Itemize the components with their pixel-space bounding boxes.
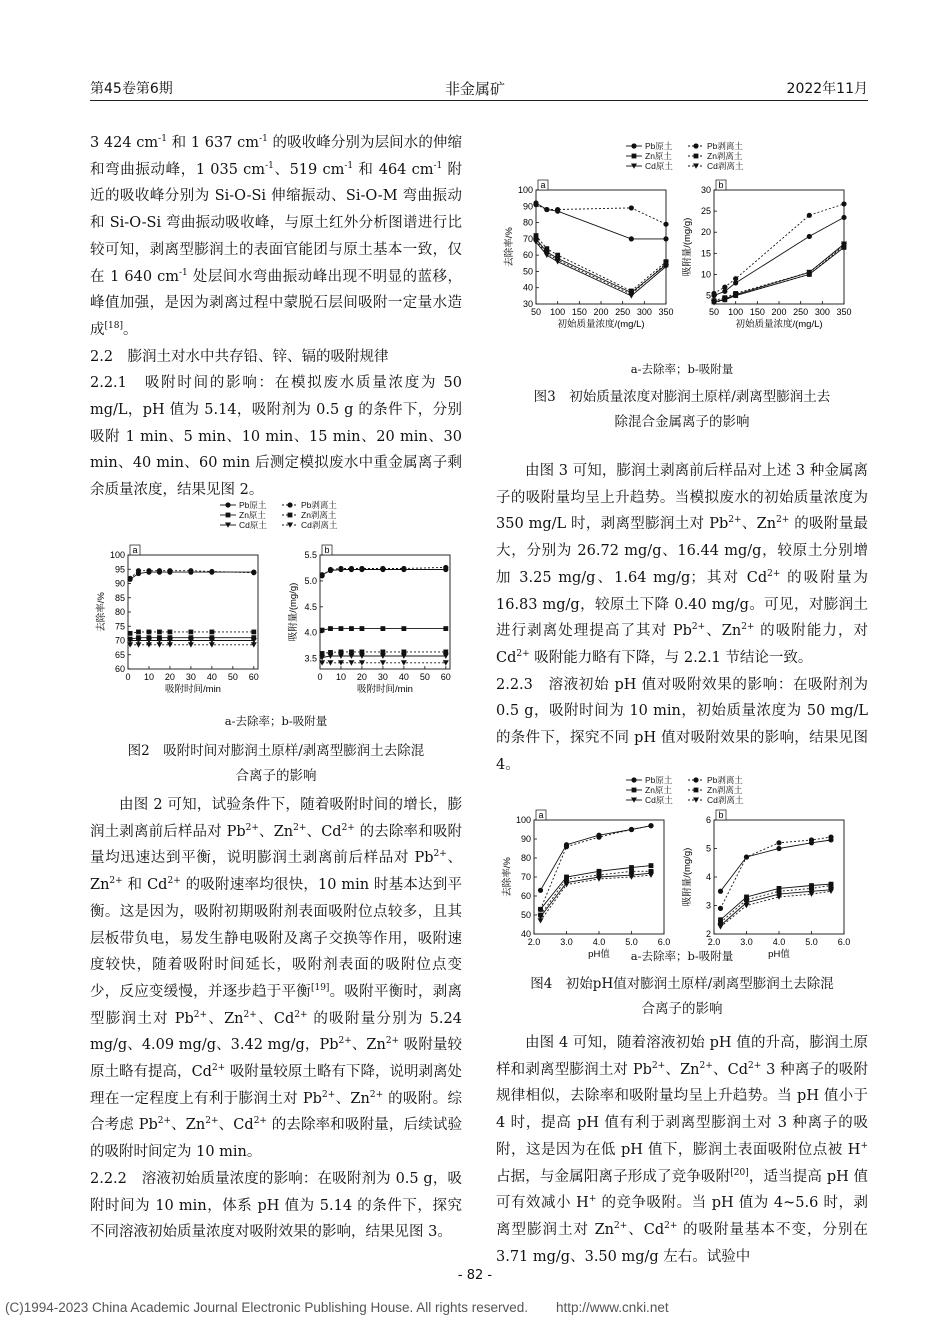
figure-4-caption: 图4 初始pH值对膨润土原样/剥离型膨润土去除混 合离子的影响 [530, 976, 834, 1017]
x-axis-label: pH值 [768, 949, 790, 960]
legend-label: Pb剥离土 [707, 141, 743, 151]
series-line [536, 205, 666, 225]
data-point [596, 876, 602, 881]
legend-label: Cd原土 [645, 161, 673, 171]
y-axis-label: 吸附量/(mg/g) [682, 847, 693, 907]
legend-marker [287, 502, 292, 507]
y-tick-label: 5 [705, 290, 711, 301]
data-point [319, 573, 324, 578]
data-point [136, 568, 141, 573]
legend-label: Zn原土 [239, 510, 266, 520]
data-point [629, 827, 634, 832]
y-tick-label: 4.5 [304, 601, 317, 612]
paragraph-ir: 3 424 $cm^{-1}$ 和 1 637 $cm^{-1}$ 的吸收峰分别为层间水的伸缩和弯曲振动峰，1 035 $cm^{-1}$、519 $cm^{-1}$ 和 464 $cm^{-1}$ 附近的吸收峰分别为 Si-O-Si 伸缩振动、Si-O-M 弯曲振动和 Si-O-Si 弯曲振动吸收峰，与原土红外分析图谱进行比较可知，剥离型膨润土的表面官能团与原土基本一致，仅在 1 640 $cm^{-1}$ 处层间水弯曲振动峰出现不明显的蓝移，峰值加强，是因为剥离过程中蒙脱石层间吸附一定量水造成[18]。 [90, 134, 463, 338]
legend-label: Cd原土 [645, 795, 673, 805]
data-point [360, 626, 365, 631]
journal-title: 非金属矿 [444, 80, 505, 98]
legend-marker [226, 513, 231, 518]
x-tick-label: 50 [227, 672, 238, 682]
y-tick-label: 4 [705, 872, 711, 882]
data-point [829, 883, 834, 888]
data-point [538, 888, 543, 893]
data-point [443, 565, 448, 570]
data-point [722, 285, 727, 290]
data-point [189, 630, 194, 635]
y-tick-label: 100 [515, 815, 531, 825]
panel-label: a [540, 180, 546, 190]
x-axis-label: 初始质量浓度/(mg/L) [735, 319, 823, 330]
data-point [776, 846, 781, 851]
legend-label: Pb原土 [645, 141, 673, 151]
data-point [648, 823, 653, 828]
y-tick-label: 40 [520, 929, 531, 939]
panel-label: a [132, 545, 138, 555]
data-point [156, 642, 162, 647]
y-tick-label: 60 [520, 891, 531, 901]
y-tick-label: 5 [705, 843, 711, 854]
data-point [544, 246, 549, 251]
data-point [380, 660, 386, 665]
data-point [348, 660, 354, 665]
x-tick-label: 6.0 [837, 937, 851, 947]
right-column-upper [496, 458, 868, 778]
legend-label: Pb原土 [645, 775, 673, 785]
copyright-footer: (C)1994-2023 China Academic Journal Electronic Publishing House. All rights reserved. http://www.cnki.net [5, 1300, 669, 1315]
plot-frame [536, 190, 666, 304]
data-point [555, 207, 560, 212]
right-column-lower [496, 1030, 868, 1270]
data-point [629, 236, 634, 241]
x-tick-label: 300 [636, 307, 652, 317]
legend-label: Cd剥离土 [707, 161, 744, 171]
x-axis-label: pH值 [588, 949, 610, 960]
figure-4 [496, 772, 868, 1022]
y-tick-label: 6 [705, 815, 711, 825]
y-tick-label: 60 [114, 664, 125, 674]
x-tick-label: 150 [571, 307, 587, 317]
legend-marker [632, 788, 637, 793]
x-tick-label: 5.0 [805, 937, 818, 947]
data-point [381, 626, 386, 631]
x-tick-label: 4.0 [592, 937, 606, 947]
y-tick-label: 2 [705, 929, 711, 939]
figure-3-caption: 图3 初始质量浓度对膨润土原样/剥离型膨润土去 除混合金属离子的影响 [533, 389, 831, 430]
y-tick-label: 100 [517, 185, 533, 195]
series-line [541, 875, 652, 921]
y-tick-label: 3.5 [304, 653, 317, 664]
data-point [127, 576, 132, 581]
legend-label: Pb原土 [239, 500, 267, 510]
y-tick-label: 15 [700, 248, 711, 259]
data-point [538, 907, 543, 912]
legend-label: Zn剥离土 [707, 151, 743, 161]
data-point [744, 854, 749, 859]
legend-marker [694, 788, 699, 793]
x-axis-label: 吸附时间/min [165, 684, 221, 695]
plot-frame [714, 190, 844, 304]
data-point [534, 233, 539, 238]
data-point [168, 630, 173, 635]
data-point [188, 568, 193, 573]
x-tick-label: 5.0 [625, 937, 638, 947]
data-point [596, 835, 601, 840]
legend-label: Zn剥离土 [301, 510, 337, 520]
x-tick-label: 40 [398, 672, 409, 682]
x-tick-label: 60 [440, 672, 451, 682]
data-point [544, 207, 549, 212]
data-point [648, 873, 654, 878]
series-line [536, 242, 666, 296]
legend-label: Cd原土 [239, 520, 267, 530]
y-tick-label: 65 [114, 649, 125, 660]
y-tick-label: 70 [114, 635, 125, 646]
paragraph-fig4-analysis: 由图 4 可知，随着溶液初始 pH 值的升高，膨润土原样和剥离型膨润土对 $Pb^{2+}$、$Zn^{2+}$、$Cd^{2+}$ 3 种离子的吸附规律相似，去除率和吸附量均呈上升趋势。当 pH 值小于 4 时，提高 pH 值有利于剥离型膨润土对 3 种离子的吸附，这是因为在低 pH 值下，膨润土表面吸附位点被 H+ 占据，与金属阳离子形成了竞争吸附[20]，适当提高 pH 值可有效减小 H+ 的竞争吸附。当 pH 值为 4~5.6 时，剥离型膨润土对 $Zn^{2+}$、$Cd^{2+}$ 的吸附量基本不变，分别在 3.71 mg/g、3.50 mg/g 左右。试验中 [496, 1035, 869, 1265]
data-point [649, 863, 654, 868]
x-tick-label: 50 [708, 307, 720, 317]
data-point [718, 924, 724, 929]
data-point [663, 222, 668, 227]
panel-label: a [538, 810, 544, 820]
section-2-2-2: 2.2.2 溶液初始质量浓度的影响：在吸附剂为 0.5 g，吸附时间为 10 min，体系 pH 值为 5.14 的条件下，探究不同溶液初始质量浓度对吸附效果的影响，结果见图 3。 [90, 1170, 462, 1241]
data-point [718, 889, 723, 894]
figure-2-caption: 图2 吸附时间对膨润土原样/剥离型膨润土去除混 合离子的影响 [127, 743, 425, 784]
data-point [157, 630, 162, 635]
x-tick-label: 200 [771, 307, 787, 317]
data-point [401, 660, 407, 665]
series-line [721, 891, 832, 927]
x-tick-label: 50 [530, 307, 542, 317]
y-tick-label: 25 [700, 206, 711, 217]
legend-marker [632, 154, 637, 159]
data-point [828, 835, 833, 840]
data-point [251, 570, 256, 575]
x-tick-label: 40 [206, 672, 217, 682]
data-point [136, 630, 141, 635]
legend-marker [694, 154, 699, 159]
data-point [349, 566, 354, 571]
x-tick-label: 4.0 [772, 937, 786, 947]
series-line [721, 840, 832, 891]
series-line [721, 884, 832, 920]
header-rule [90, 100, 868, 101]
y-axis-label: 吸附量/(mg/g) [682, 217, 693, 277]
panel-label: b [718, 810, 724, 820]
x-tick-label: 10 [335, 672, 346, 682]
legend-marker [693, 143, 698, 148]
x-tick-label: 20 [356, 672, 367, 682]
figure-4-subcaption: a-去除率；b-吸附量 [630, 949, 734, 963]
data-point [338, 566, 343, 571]
x-tick-label: 150 [749, 307, 765, 317]
figure-2-charts [90, 495, 462, 725]
figure-3-charts [496, 132, 868, 357]
x-tick-label: 50 [419, 672, 430, 682]
journal-volume: 第45卷第6期 [90, 81, 173, 97]
x-axis-label: 初始质量浓度/(mg/L) [557, 319, 645, 330]
paragraph-fig3-analysis: 由图 3 可知，膨润土剥离前后样品对上述 3 种金属离子的吸附量均呈上升趋势。当模拟废水的初始质量浓度为 350 mg/L 时，剥离型膨润土对 $Pb^{2+}$、$Zn^{2+}$ 的吸附量最大，分别为 26.72 mg/g、16.44 mg/g，较原土分别增加 3.25 mg/g、1.64 mg/g；其对 $Cd^{2+}$ 的吸附量为 16.83 mg/g，较原土下降 0.40 mg/g。可见，对膨润土进行剥离处理提高了其对 $Pb^{2+}$、$Zn^{2+}$ 的吸附能力，对 $Cd^{2+}$ 吸附能力略有下降，与 2.2.1 节结论一致。 [496, 463, 869, 666]
x-tick-label: 30 [377, 672, 388, 682]
data-point [718, 906, 723, 911]
y-tick-label: 90 [114, 578, 125, 589]
legend-label: Zn原土 [645, 151, 672, 161]
x-tick-label: 3.0 [560, 937, 573, 947]
y-axis-label: 去除率/% [96, 592, 107, 632]
legend-label: Pb剥离土 [707, 775, 743, 785]
y-tick-label: 30 [522, 299, 533, 309]
data-point [401, 566, 406, 571]
y-tick-label: 90 [522, 201, 533, 212]
y-tick-label: 50 [522, 266, 533, 277]
y-axis-label: 去除率/% [502, 857, 513, 897]
y-tick-label: 80 [114, 607, 125, 617]
x-tick-label: 250 [615, 307, 631, 317]
y-tick-label: 30 [700, 185, 711, 195]
data-point [663, 236, 668, 241]
y-tick-label: 5.0 [304, 575, 317, 586]
x-tick-label: 250 [793, 307, 809, 317]
legend-marker [288, 513, 293, 518]
series-line [541, 873, 652, 917]
figure-3 [496, 132, 868, 442]
data-point [401, 626, 406, 631]
left-column [90, 130, 462, 504]
data-point [809, 837, 814, 842]
figure-2-subcaption: a-去除率；b-吸附量 [224, 714, 328, 728]
data-point [443, 626, 448, 631]
data-point [807, 234, 812, 239]
legend-label: Cd剥离土 [301, 520, 338, 530]
y-tick-label: 60 [522, 250, 533, 261]
legend-marker [225, 502, 230, 507]
x-tick-label: 20 [164, 672, 175, 682]
y-tick-label: 95 [114, 564, 125, 575]
data-point [188, 642, 194, 647]
data-point [167, 568, 172, 573]
x-tick-label: 10 [143, 672, 154, 682]
data-point [320, 628, 325, 633]
page-number: - 82 - [457, 1268, 493, 1283]
panel-label: b [718, 180, 724, 190]
data-point [146, 568, 151, 573]
y-tick-label: 20 [700, 227, 711, 238]
x-tick-label: 6.0 [657, 937, 671, 947]
series-line [541, 826, 652, 891]
x-tick-label: 3.0 [740, 937, 753, 947]
y-tick-label: 100 [109, 550, 125, 560]
x-tick-label: 100 [728, 307, 744, 317]
left-column-lower [90, 792, 462, 1246]
data-point [157, 568, 162, 573]
section-heading-2-2: 2.2 膨润土对水中共存铅、锌、镉的吸附规律 [90, 348, 389, 365]
y-tick-label: 85 [114, 592, 125, 603]
data-point [629, 205, 634, 210]
x-tick-label: 100 [550, 307, 566, 317]
y-tick-label: 10 [700, 269, 711, 280]
data-point [733, 276, 738, 281]
legend-label: Zn剥离土 [707, 785, 743, 795]
data-point [538, 918, 544, 923]
legend-label: Pb剥离土 [301, 500, 337, 510]
data-point [359, 566, 364, 571]
y-tick-label: 80 [520, 853, 531, 863]
issue-date: 2022年11月 [786, 81, 868, 97]
y-tick-label: 40 [522, 282, 533, 293]
x-tick-label: 350 [836, 307, 852, 317]
data-point [147, 630, 152, 635]
y-tick-label: 70 [522, 233, 533, 244]
data-point [841, 201, 846, 206]
x-tick-label: 60 [248, 672, 259, 682]
data-point [555, 253, 560, 258]
y-tick-label: 5.5 [304, 550, 317, 560]
data-point [339, 626, 344, 631]
x-tick-label: 2.0 [527, 937, 541, 947]
data-point [128, 631, 133, 636]
data-point [327, 660, 333, 665]
y-tick-label: 4.0 [304, 627, 317, 638]
data-point [744, 903, 750, 908]
figure-3-subcaption: a-去除率；b-吸附量 [630, 362, 734, 376]
paragraph-fig2-analysis: 由图 2 可知，试验条件下，随着吸附时间的增长，膨润土剥离前后样品对 $Pb^{2+}$、$Zn^{2+}$、$Cd^{2+}$ 的去除率和吸附量均迅速达到平衡，说明膨润土剥离前后样品对 $Pb^{2+}$、$Zn^{2+}$ 和 $Cd^{2+}$ 的吸附速率均很快，10 min 时基本达到平衡。这是因为，吸附初期吸附剂表面吸附位点较多，且其层板带负电，易发生静电吸附及离子交换等作用，吸附速度较快，随着吸附时间延长，吸附剂表面的吸附位点变少，反应变缓慢，并逐步趋于平衡[19]。吸附平衡时，剥离型膨润土对 $Pb^{2+}$、$Zn^{2+}$、$Cd^{2+}$ 的吸附量分别为 5.24 mg/g、4.09 mg/g、3.42 mg/g，$Pb^{2+}$、$Zn^{2+}$ 吸附量较原土略有提高，$Cd^{2+}$ 吸附量较原土略有下降，说明剥离处理在一定程度上有利于膨润土对 $Pb^{2+}$、$Zn^{2+}$ 的吸附。综合考虑 $Pb^{2+}$、$Zn^{2+}$、$Cd^{2+}$ 的去除率和吸附量，后续试验的吸附时间定为 10 min。 [90, 797, 463, 1161]
series-line [536, 239, 666, 293]
x-tick-label: 30 [185, 672, 196, 682]
x-axis-label: 吸附时间/min [357, 684, 413, 695]
legend-marker [693, 777, 698, 782]
x-tick-label: 0 [317, 672, 323, 682]
x-tick-label: 300 [814, 307, 830, 317]
y-tick-label: 50 [520, 910, 531, 920]
section-2-2-1: 2.2.1 吸附时间的影响：在模拟废水质量浓度为 50 mg/L，pH 值为 5.14，吸附剂为 0.5 g 的条件下，分别吸附 1 min、5 min、10 min、15 min、20 min、30 min、40 min、60 min 后测定模拟废水中重金属离子剩余质量浓度，结果见图 2。 [90, 375, 462, 499]
series-line [721, 890, 832, 926]
y-tick-label: 80 [522, 217, 533, 228]
data-point [209, 642, 215, 647]
x-tick-label: 2.0 [707, 937, 721, 947]
series-line [536, 241, 666, 295]
data-point [711, 291, 716, 296]
series-line [721, 837, 832, 908]
legend-marker [631, 777, 636, 782]
x-tick-label: 350 [658, 307, 674, 317]
data-point [841, 215, 846, 220]
y-tick-label: 70 [520, 872, 531, 882]
y-axis-label: 吸附量/(mg/g) [288, 582, 299, 642]
legend-marker [631, 143, 636, 148]
data-point [328, 626, 333, 631]
data-point [776, 840, 781, 845]
data-point [209, 569, 214, 574]
data-point [349, 626, 354, 631]
data-point [380, 566, 385, 571]
data-point [135, 642, 141, 647]
y-tick-label: 3 [705, 900, 711, 911]
figure-2 [90, 495, 462, 795]
x-tick-label: 0 [125, 672, 131, 682]
series-line [541, 866, 652, 910]
x-tick-label: 200 [593, 307, 609, 317]
legend-label: Zn原土 [645, 785, 672, 795]
data-point [807, 213, 812, 218]
data-point [209, 630, 214, 635]
y-tick-label: 75 [114, 621, 125, 632]
data-point [564, 844, 569, 849]
section-2-2-3: 2.2.3 溶液初始 pH 值对吸附效果的影响：在吸附剂为 0.5 g，吸附时间为 10 min，初始质量浓度为 50 mg/L 的条件下，探究不同 pH 值对吸附效果的影响，结果见图 4。 [496, 676, 868, 773]
panel-label: b [324, 545, 330, 555]
data-point [328, 567, 333, 572]
cnki-link[interactable]: http://www.cnki.net [556, 1300, 669, 1315]
plot-frame [714, 820, 844, 934]
legend-label: Cd剥离土 [707, 795, 744, 805]
data-point [251, 630, 256, 635]
data-point [533, 202, 538, 207]
y-axis-label: 去除率/% [504, 227, 515, 267]
y-tick-label: 90 [520, 834, 531, 844]
